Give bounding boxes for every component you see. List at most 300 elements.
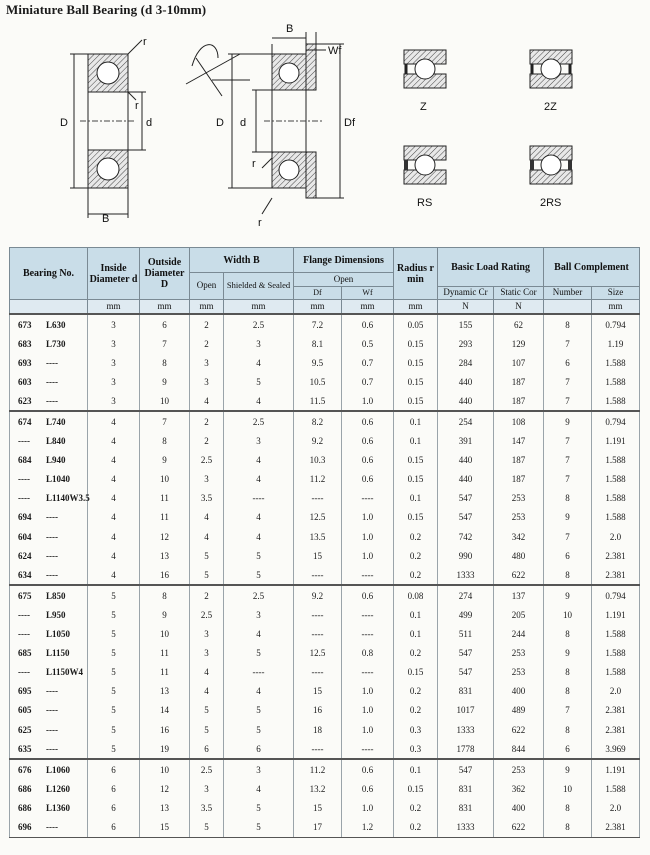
bearing-alt-code: L850: [46, 590, 66, 601]
table-cell: 11: [140, 508, 190, 527]
bearing-alt-code: L1140W3.5: [46, 493, 90, 504]
table-cell: 4: [224, 451, 294, 470]
table-cell: 622: [494, 817, 544, 837]
bearing-code: 605: [18, 705, 32, 716]
table-cell: 8: [544, 314, 592, 334]
table-cell: 1.588: [592, 779, 640, 798]
table-cell: 13: [140, 546, 190, 565]
table-cell: 10.3: [294, 451, 342, 470]
table-row: [10, 527, 640, 546]
table-cell: 253: [494, 489, 544, 508]
seal-type-rs: [404, 146, 446, 209]
table-cell: 0.15: [394, 391, 438, 411]
header-dynamic: Dynamic Cr: [438, 287, 494, 300]
table-cell: 13: [140, 798, 190, 817]
label-r-flange-bottom: r: [258, 217, 262, 229]
bearing-no-cell: [10, 432, 88, 451]
table-cell: 12: [140, 527, 190, 546]
table-cell: ----: [342, 739, 394, 759]
table-cell: 9: [544, 759, 592, 779]
table-cell: 11.2: [294, 470, 342, 489]
table-cell: 6: [140, 314, 190, 334]
table-cell: 2.5: [190, 759, 224, 779]
table-row: [10, 470, 640, 489]
table-cell: 253: [494, 663, 544, 682]
table-cell: 0.8: [342, 644, 394, 663]
table-row: [10, 644, 640, 663]
table-cell: 7.2: [294, 314, 342, 334]
table-cell: 440: [438, 451, 494, 470]
table-cell: 0.15: [394, 372, 438, 391]
table-cell: 990: [438, 546, 494, 565]
table-cell: 12.5: [294, 644, 342, 663]
table-cell: 1.588: [592, 663, 640, 682]
table-row: [10, 625, 640, 644]
table-row: [10, 701, 640, 720]
bearing-alt-code: L1050: [46, 629, 71, 640]
table-cell: 0.15: [394, 508, 438, 527]
bearing-no-cell: [10, 565, 88, 585]
table-cell: 15: [294, 546, 342, 565]
seal-type-z: [404, 50, 446, 113]
table-cell: 7: [544, 470, 592, 489]
table-cell: 9: [140, 605, 190, 624]
table-cell: 362: [494, 779, 544, 798]
table-cell: 2.5: [190, 451, 224, 470]
table-cell: 5: [88, 644, 140, 663]
table-cell: 15: [294, 798, 342, 817]
unit-cell: mm: [140, 300, 190, 315]
table-cell: 16: [294, 701, 342, 720]
label-r: r: [143, 36, 147, 48]
table-cell: 5: [88, 739, 140, 759]
table-cell: 1.0: [342, 508, 394, 527]
label-D: D: [60, 117, 68, 129]
table-cell: 1.191: [592, 605, 640, 624]
header-shielded-sealed: Shielded & Sealed: [224, 273, 294, 300]
bearing-alt-code: L840: [46, 436, 66, 447]
table-cell: 5: [224, 372, 294, 391]
table-row: [10, 585, 640, 605]
table-cell: ----: [342, 625, 394, 644]
table-row: [10, 489, 640, 508]
bearing-no-cell: [10, 779, 88, 798]
table-cell: ----: [294, 625, 342, 644]
bearing-alt-code: ----: [46, 512, 58, 523]
table-cell: 13.2: [294, 779, 342, 798]
bearing-code: ----: [18, 667, 30, 678]
bearing-no-cell: [10, 411, 88, 431]
unit-cell: [10, 300, 88, 315]
table-cell: ----: [224, 489, 294, 508]
table-cell: 4: [88, 565, 140, 585]
table-cell: 4: [88, 489, 140, 508]
table-cell: 0.08: [394, 585, 438, 605]
label-z: Z: [420, 101, 427, 113]
table-cell: 547: [438, 663, 494, 682]
table-cell: 4: [190, 682, 224, 701]
table-cell: 10: [544, 605, 592, 624]
table-cell: 0.2: [394, 817, 438, 837]
table-cell: 8: [544, 798, 592, 817]
bearing-code: 696: [18, 821, 32, 832]
table-cell: 480: [494, 546, 544, 565]
table-cell: 1.0: [342, 391, 394, 411]
bearing-alt-code: ----: [46, 376, 58, 387]
bearing-code: 623: [18, 395, 32, 406]
table-cell: 0.1: [394, 759, 438, 779]
unit-cell: mm: [88, 300, 140, 315]
table-cell: 7: [544, 432, 592, 451]
table-cell: 1.0: [342, 682, 394, 701]
table-cell: 12: [140, 779, 190, 798]
bearing-no-cell: [10, 527, 88, 546]
bearing-no-cell: [10, 817, 88, 837]
table-cell: 0.2: [394, 527, 438, 546]
table-cell: 3: [88, 372, 140, 391]
table-row: [10, 451, 640, 470]
bearing-code: 683: [18, 338, 32, 349]
bearing-alt-code: ----: [46, 821, 58, 832]
bearing-code: 674: [18, 417, 32, 428]
table-cell: 15: [294, 682, 342, 701]
table-cell: 2.5: [224, 585, 294, 605]
table-row: [10, 565, 640, 585]
table-cell: 0.2: [394, 682, 438, 701]
bearing-alt-code: L740: [46, 417, 66, 428]
table-cell: 4: [224, 470, 294, 489]
table-cell: 0.6: [342, 585, 394, 605]
table-cell: 0.2: [394, 701, 438, 720]
table-cell: 0.7: [342, 372, 394, 391]
table-cell: 1.0: [342, 527, 394, 546]
bearing-no-cell: [10, 682, 88, 701]
table-cell: ----: [342, 605, 394, 624]
bearing-code: 603: [18, 376, 32, 387]
table-cell: 5: [224, 546, 294, 565]
table-row: [10, 663, 640, 682]
bearing-alt-code: L1260: [46, 783, 71, 794]
specs-table: [9, 247, 640, 838]
bearing-no-cell: [10, 334, 88, 353]
table-cell: 4: [224, 625, 294, 644]
bearing-code: 694: [18, 512, 32, 523]
table-cell: 844: [494, 739, 544, 759]
bearing-alt-code: ----: [46, 686, 58, 697]
table-cell: 3: [190, 644, 224, 663]
table-cell: 0.794: [592, 411, 640, 431]
table-cell: 11: [140, 644, 190, 663]
table-cell: 13.5: [294, 527, 342, 546]
table-cell: 253: [494, 508, 544, 527]
bearing-no-cell: [10, 644, 88, 663]
bearing-alt-code: L1040: [46, 474, 71, 485]
table-cell: 0.6: [342, 432, 394, 451]
table-row: [10, 334, 640, 353]
table-cell: 1.191: [592, 759, 640, 779]
unit-cell: mm: [592, 300, 640, 315]
bearing-no-cell: [10, 372, 88, 391]
label-2rs: 2RS: [540, 197, 562, 209]
table-cell: ----: [294, 489, 342, 508]
table-cell: 2.0: [592, 798, 640, 817]
table-cell: 4: [190, 391, 224, 411]
table-cell: 1.588: [592, 625, 640, 644]
table-cell: 7: [544, 334, 592, 353]
bearing-code: 676: [18, 764, 32, 775]
bearing-alt-code: L940: [46, 455, 66, 466]
table-cell: 1.0: [342, 798, 394, 817]
table-cell: 831: [438, 682, 494, 701]
table-cell: 0.1: [394, 489, 438, 508]
bearing-no-cell: [10, 585, 88, 605]
header-flange-open: Open: [294, 273, 394, 287]
table-cell: 137: [494, 585, 544, 605]
table-cell: 3.969: [592, 739, 640, 759]
table-cell: 0.15: [394, 334, 438, 353]
table-cell: 5: [88, 585, 140, 605]
table-cell: 187: [494, 372, 544, 391]
table-cell: 831: [438, 798, 494, 817]
table-cell: 4: [224, 391, 294, 411]
table-cell: 9: [544, 508, 592, 527]
table-cell: 2.381: [592, 817, 640, 837]
bearing-code: 693: [18, 357, 32, 368]
table-cell: 6: [544, 546, 592, 565]
header-load-rating: Basic Load Rating: [438, 248, 544, 287]
table-cell: 2: [190, 411, 224, 431]
table-cell: 489: [494, 701, 544, 720]
table-cell: 1333: [438, 565, 494, 585]
table-cell: 440: [438, 470, 494, 489]
table-cell: 7: [140, 334, 190, 353]
unit-cell: N: [438, 300, 494, 315]
table-cell: 3: [88, 334, 140, 353]
table-cell: 107: [494, 353, 544, 372]
bearing-code: ----: [18, 493, 30, 504]
bearing-code: ----: [18, 609, 30, 620]
table-row: [10, 739, 640, 759]
bearing-no-cell: [10, 720, 88, 739]
bearing-alt-code: ----: [46, 531, 58, 542]
table-cell: 547: [438, 508, 494, 527]
header-open: Open: [190, 273, 224, 300]
table-cell: 2.381: [592, 701, 640, 720]
table-cell: 2.381: [592, 720, 640, 739]
header-size: Size: [592, 287, 640, 300]
bearing-no-cell: [10, 759, 88, 779]
table-cell: 6: [224, 739, 294, 759]
table-cell: 4: [224, 527, 294, 546]
units-row: [10, 300, 640, 315]
table-cell: 8: [544, 663, 592, 682]
table-cell: 5: [88, 701, 140, 720]
table-cell: 2: [190, 334, 224, 353]
table-cell: 2.381: [592, 546, 640, 565]
bearing-no-cell: [10, 798, 88, 817]
table-cell: 0.1: [394, 411, 438, 431]
bearing-code: 625: [18, 724, 32, 735]
table-cell: 8.2: [294, 411, 342, 431]
table-cell: 400: [494, 798, 544, 817]
table-cell: 0.6: [342, 470, 394, 489]
table-cell: 19: [140, 739, 190, 759]
table-cell: 391: [438, 432, 494, 451]
bearing-code: 686: [18, 783, 32, 794]
table-cell: 5: [88, 720, 140, 739]
table-cell: 274: [438, 585, 494, 605]
table-cell: 4: [224, 682, 294, 701]
bearing-table: [9, 247, 639, 838]
table-cell: 0.05: [394, 314, 438, 334]
table-cell: 9.2: [294, 432, 342, 451]
header-static: Static Cor: [494, 287, 544, 300]
header-bearing-no: Bearing No.: [10, 248, 88, 300]
unit-cell: [544, 300, 592, 315]
label-rs: RS: [417, 197, 433, 209]
table-cell: 8: [140, 585, 190, 605]
table-row: [10, 759, 640, 779]
table-cell: 18: [294, 720, 342, 739]
table-row: [10, 779, 640, 798]
table-cell: 4: [88, 546, 140, 565]
table-cell: 8.1: [294, 334, 342, 353]
table-cell: 5: [224, 565, 294, 585]
table-cell: 1.588: [592, 489, 640, 508]
bearing-no-cell: [10, 489, 88, 508]
table-cell: 7: [544, 527, 592, 546]
standard-bearing-drawing: [60, 36, 152, 225]
seal-type-2rs: [530, 146, 572, 209]
table-cell: 4: [88, 508, 140, 527]
table-cell: 0.1: [394, 432, 438, 451]
bearing-code: 684: [18, 455, 32, 466]
bearing-code: ----: [18, 629, 30, 640]
table-cell: 0.7: [342, 353, 394, 372]
bearing-no-cell: [10, 353, 88, 372]
table-cell: 7: [544, 701, 592, 720]
table-cell: 6: [88, 817, 140, 837]
table-cell: 0.1: [394, 605, 438, 624]
table-cell: 253: [494, 644, 544, 663]
table-cell: 244: [494, 625, 544, 644]
table-cell: 7: [140, 411, 190, 431]
bearing-alt-code: ----: [46, 724, 58, 735]
table-cell: 0.15: [394, 779, 438, 798]
table-cell: 5: [190, 565, 224, 585]
table-cell: 3: [190, 470, 224, 489]
table-cell: 0.6: [342, 451, 394, 470]
bearing-code: 695: [18, 686, 32, 697]
table-cell: 4: [88, 527, 140, 546]
table-cell: 1.19: [592, 334, 640, 353]
table-row: [10, 682, 640, 701]
table-row: [10, 432, 640, 451]
bearing-no-cell: [10, 625, 88, 644]
bearing-alt-code: ----: [46, 395, 58, 406]
table-cell: 1778: [438, 739, 494, 759]
table-cell: 187: [494, 451, 544, 470]
table-cell: ----: [294, 605, 342, 624]
table-cell: 2.0: [592, 527, 640, 546]
table-cell: 205: [494, 605, 544, 624]
bearing-no-cell: [10, 546, 88, 565]
label-r-flange: r: [252, 158, 256, 170]
seal-type-2z: [530, 50, 572, 113]
table-cell: 5: [224, 817, 294, 837]
angle-drawing: [186, 45, 250, 96]
table-cell: 1333: [438, 720, 494, 739]
bearing-code: ----: [18, 436, 30, 447]
bearing-code: 686: [18, 802, 32, 813]
table-cell: 3: [88, 391, 140, 411]
table-cell: 10: [140, 470, 190, 489]
table-cell: 0.2: [394, 798, 438, 817]
table-cell: 9: [140, 372, 190, 391]
table-cell: 499: [438, 605, 494, 624]
table-cell: 2.381: [592, 565, 640, 585]
table-cell: 0.2: [394, 546, 438, 565]
bearing-alt-code: L1150: [46, 648, 70, 659]
bearing-code: 685: [18, 648, 32, 659]
bearing-alt-code: L1360: [46, 802, 71, 813]
table-cell: 7: [544, 391, 592, 411]
table-cell: 5: [88, 682, 140, 701]
unit-cell: mm: [294, 300, 342, 315]
bearing-alt-code: ----: [46, 705, 58, 716]
table-cell: ----: [342, 565, 394, 585]
table-cell: 5: [224, 720, 294, 739]
table-cell: 13: [140, 682, 190, 701]
table-cell: 8: [140, 353, 190, 372]
table-cell: 0.2: [394, 644, 438, 663]
table-cell: 254: [438, 411, 494, 431]
table-cell: 622: [494, 720, 544, 739]
table-cell: 342: [494, 527, 544, 546]
header-width-b: Width B: [190, 248, 294, 273]
bearing-alt-code: L1060: [46, 764, 71, 775]
table-cell: 11.5: [294, 391, 342, 411]
table-cell: 6: [544, 353, 592, 372]
table-cell: 9.2: [294, 585, 342, 605]
table-cell: 8: [544, 565, 592, 585]
table-cell: 4: [88, 470, 140, 489]
table-cell: 253: [494, 759, 544, 779]
table-cell: 4: [190, 508, 224, 527]
table-cell: 1.0: [342, 720, 394, 739]
table-cell: 1.191: [592, 432, 640, 451]
bearing-alt-code: L630: [46, 319, 66, 330]
table-cell: 2: [190, 314, 224, 334]
table-cell: 187: [494, 470, 544, 489]
table-cell: 8: [544, 682, 592, 701]
bearing-no-cell: [10, 701, 88, 720]
bearing-alt-code: L950: [46, 609, 66, 620]
label-Wf: Wf: [328, 45, 342, 57]
header-ball-complement: Ball Complement: [544, 248, 640, 287]
label-Df: Df: [344, 117, 355, 129]
table-cell: 129: [494, 334, 544, 353]
table-row: [10, 798, 640, 817]
table-cell: 293: [438, 334, 494, 353]
table-cell: 3: [88, 314, 140, 334]
table-cell: 3: [190, 625, 224, 644]
table-cell: 147: [494, 432, 544, 451]
header-df: Df: [294, 287, 342, 300]
bearing-code: 635: [18, 743, 32, 754]
table-cell: 11: [140, 489, 190, 508]
table-cell: 400: [494, 682, 544, 701]
